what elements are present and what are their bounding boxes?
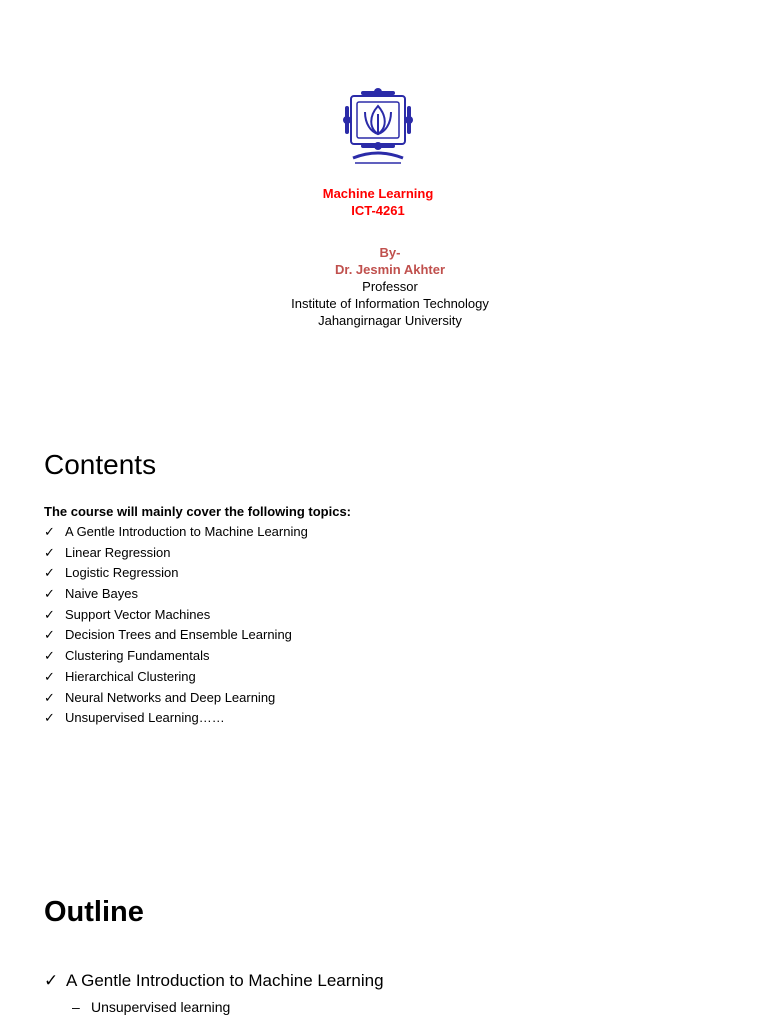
check-icon: ✓ bbox=[44, 668, 55, 684]
list-item bbox=[44, 584, 308, 605]
list-item bbox=[44, 563, 308, 584]
check-icon: ✓ bbox=[44, 586, 55, 602]
check-icon: ✓ bbox=[44, 565, 55, 581]
topic-label: Naive Bayes bbox=[65, 586, 138, 602]
check-icon: ✓ bbox=[44, 648, 55, 664]
outline-heading: Outline bbox=[44, 896, 144, 928]
list-item bbox=[44, 543, 308, 564]
course-code: ICT-4261 bbox=[351, 203, 405, 218]
outline-sub-label: Unsupervised learning bbox=[91, 999, 231, 1015]
topic-label: A Gentle Introduction to Machine Learning bbox=[65, 524, 308, 539]
by-label: By- bbox=[379, 245, 401, 260]
topic-label: Support Vector Machines bbox=[65, 606, 211, 622]
list-item bbox=[44, 646, 308, 667]
author-name: Dr. Jesmin Akhter bbox=[334, 262, 446, 277]
topic-label: Unsupervised Learning…… bbox=[65, 710, 225, 726]
topic-label: Logistic Regression bbox=[65, 565, 179, 581]
topic-label: Clustering Fundamentals bbox=[65, 648, 210, 664]
list-item bbox=[44, 625, 308, 646]
topic-label: Hierarchical Clustering bbox=[65, 668, 196, 684]
list-item bbox=[44, 605, 308, 626]
university-name: Jahangirnagar University bbox=[318, 313, 462, 328]
check-icon: ✓ bbox=[44, 710, 55, 726]
check-icon: ✓ bbox=[44, 606, 55, 622]
check-icon: ✓ bbox=[44, 544, 55, 560]
list-item bbox=[44, 522, 308, 543]
check-icon: ✓ bbox=[44, 524, 55, 539]
dash-icon: – bbox=[72, 999, 80, 1015]
contents-heading: Contents bbox=[44, 449, 157, 480]
author-role: Professor bbox=[362, 279, 418, 294]
institute-name: Institute of Information Technology bbox=[291, 296, 489, 311]
topic-list bbox=[44, 522, 308, 729]
topic-label: Decision Trees and Ensemble Learning bbox=[65, 627, 292, 643]
topic-label: Linear Regression bbox=[65, 544, 171, 560]
topic-label: Neural Networks and Deep Learning bbox=[65, 689, 276, 705]
check-icon: ✓ bbox=[44, 627, 55, 643]
course-title: Machine Learning bbox=[322, 186, 434, 201]
contents-intro: The course will mainly cover the following topics: bbox=[44, 504, 351, 519]
list-item bbox=[44, 688, 308, 709]
list-item bbox=[44, 667, 308, 688]
university-logo bbox=[343, 86, 413, 168]
outline-item-label: A Gentle Introduction to Machine Learning bbox=[66, 971, 384, 990]
outline-item bbox=[44, 969, 384, 993]
list-item bbox=[44, 708, 308, 729]
check-icon: ✓ bbox=[44, 689, 55, 705]
check-icon: ✓ bbox=[44, 971, 59, 990]
outline-sub-item bbox=[72, 997, 230, 1017]
